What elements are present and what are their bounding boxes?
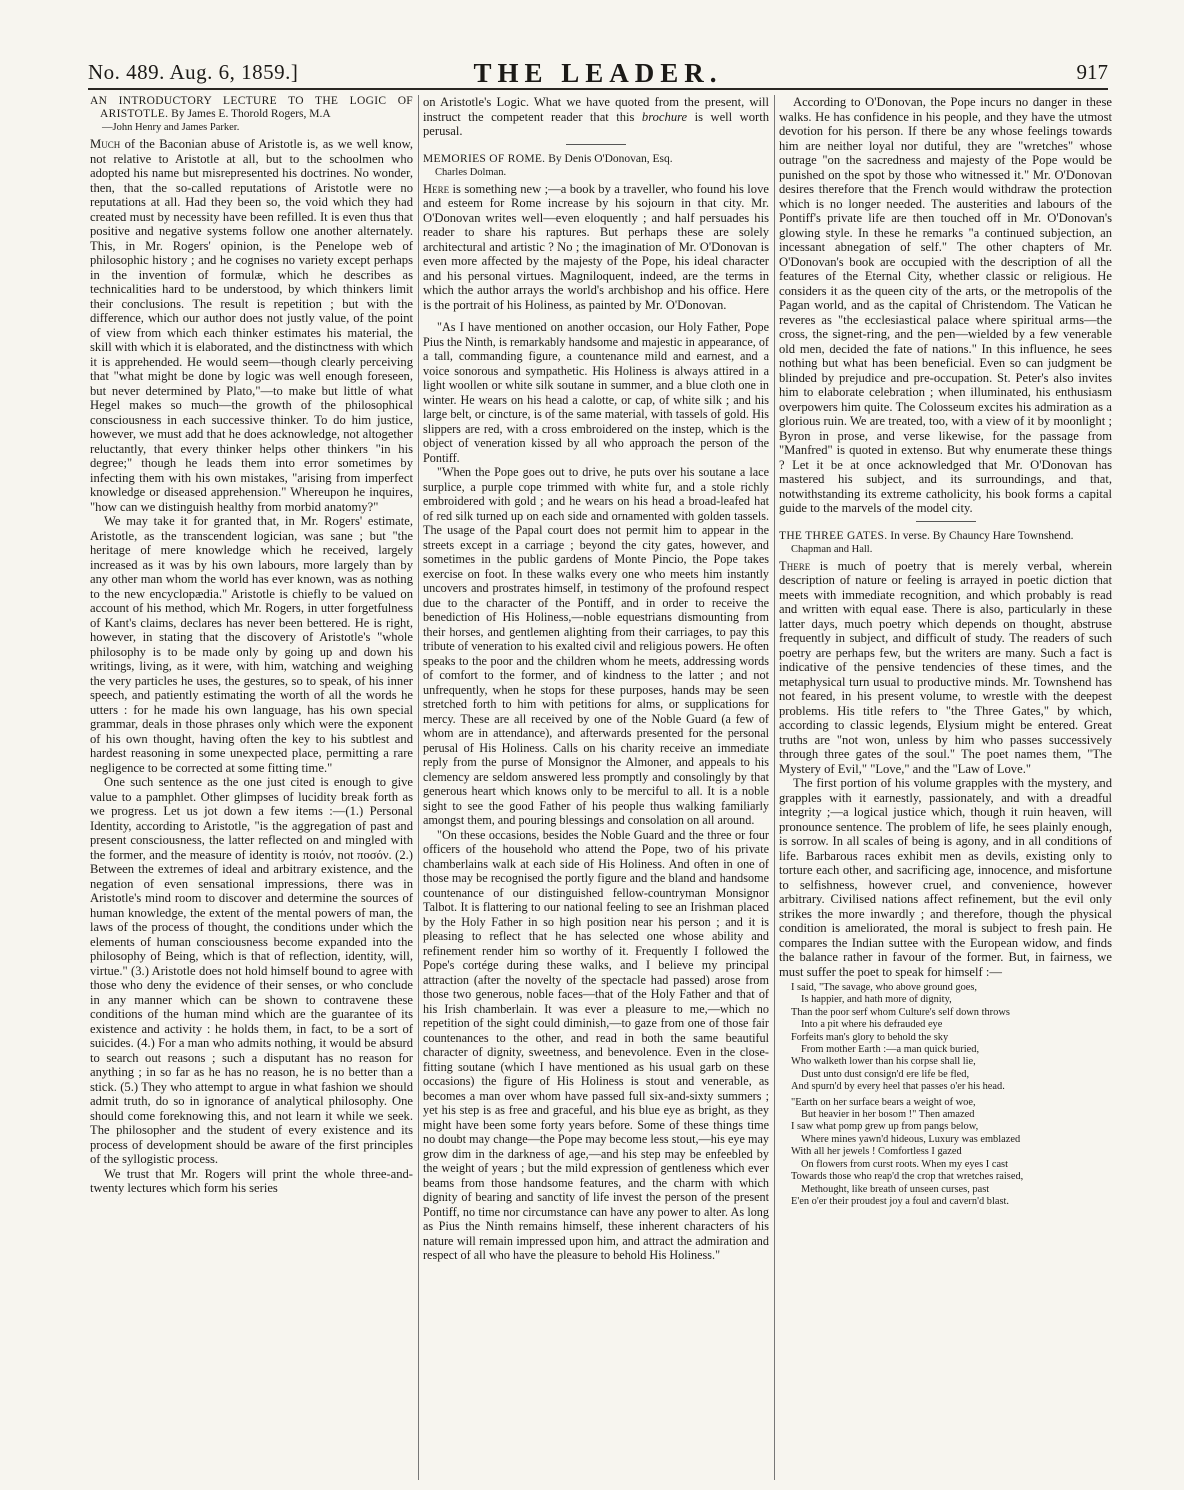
poem-line: Who walketh lower than his corpse shall lie, <box>791 1056 976 1068</box>
review-paragraph: There is much of poetry that is merely verbal, wherein description of nature or feeling is arrayed in poetic diction that meets with immediate recognition, and which probably is read and written with equal ease. There is also, particularly in these latter days, much poetry which depends on thought, abstruse frequently in subject, and difficult of study. The readers of such poetry are perhaps few, but the writers are many. Such a fact is indicative of the pensive tendencies of these times, and the metaphysical turn usual to productive minds. Mr. Townshend has not feared, in his present volume, to wrestle with the deepest problems. His title refers to "the Three Gates," by which, according to classic legends, Elysium might be entered. Great truths are "not won, unless by him who passes successively through three gates of the soul." The poet names them, "The Mystery of Evil," "Love," and the "Law of Love." <box>779 558 1112 776</box>
poem-line: Methought, like breath of unseen curses, past <box>801 1183 990 1195</box>
column-1 <box>90 95 413 1490</box>
page-number: 917 <box>1076 60 1108 84</box>
review-paragraph: Much of the Baconian abuse of Aristotle is, as we well know, not relative to Aristotle at all, but to the schoolmen who adopted his name but misrepresented his doctrines. No wonder, then, that the so-called reputations of Aristotle were no reputations at all. Had they been so, the void which they had created must by necessity have been refilled. It is even thus that positive and negative systems follow one another alternately. This, in Mr. Rogers' opinion, is the Penelope web of philosophic history ; and he cognises no variety except perhaps in the invention of formulæ, which he describes as technicalities hard to be understood, by which thinkers limit their conclusions. The result is repetition ; but with the difference, which our author does not justly value, of the point of view from which each thinker estimates his material, the skill with which it is elaborated, and the distinctness with which it is apprehended. He would seem—though clearly perceiving that "what might be done by logic was well enough foreseen, but never determined by Plato,"—to make but little of what Hegel makes so much—the growth of the philosophical consciousness in each successive thinker. To do him justice, however, we must add that he does acknowledge, not altogether reluctantly, that every thinker helps other thinkers "in his degree;" though he leads them into error sometimes by infecting them with his own mistakes, "arising from imperfect knowledge or diseased apprehension." Whereupon he inquires, "how can we distinguish healthy from morbid anatomy?" <box>90 137 413 514</box>
column-2 <box>423 95 769 1490</box>
poem-stanza-1 <box>779 982 1112 1094</box>
poem-line: Is happier, and hath more of dignity, <box>801 994 952 1006</box>
poem-line: From mother Earth :—a man quick buried, <box>801 1044 980 1056</box>
issue-date: No. 489. Aug. 6, 1859.] <box>88 60 299 84</box>
poem-line: Into a pit where his defrauded eye <box>801 1019 943 1031</box>
review-heading-rome: MEMORIES OF ROME. By Denis O'Donovan, Esq. Charles Dolman. <box>423 152 673 178</box>
poem-line: "Earth on her surface bears a weight of woe, <box>791 1096 976 1108</box>
review-heading-three-gates: THE THREE GATES. In verse. By Chauncy Hare Townshend. Chapman and Hall. <box>779 529 1074 555</box>
review-heading-aristotle: AN INTRODUCTORY LECTURE TO THE LOGIC OF ARISTOTLE. By James E. Thorold Rogers, M.A —John Henry and James Parker. <box>90 95 413 133</box>
column-rule <box>774 95 775 1480</box>
poem-line: Forfeits man's glory to behold the sky <box>791 1031 949 1043</box>
poem-line: But heavier in her bosom !" Then amazed <box>801 1109 975 1121</box>
review-paragraph-continued <box>423 95 769 139</box>
review-paragraph: The first portion of his volume grapples with the mystery, and grapples with it earnestly, passionately, and with a dreadful integrity ;—a logical justice which, though it ruin heaven, will pronounce sentence. The problem of life, he sees plainly enough, is sorrow. In all scales of being is agony, and in all conditions of life. Barbarous races exhibit men as devils, existing only to torture each other, and sacrificing age, innocence, and misfortune to selfishness, however cruel, and convenience, however arbitrary. Civilised nations affect refinement, but the evil only strikes the more inwardly ; and therefore, though the physical condition is ameliorated, the moral is subject to fresh pain. He compares the Indian suttee with the European widow, and finds the balance rather in favour of the former. But, in fairness, we must suffer the poet to speak for himself :— <box>779 776 1112 979</box>
masthead <box>88 58 1108 90</box>
review-paragraph: One such sentence as the one just cited is enough to give value to a pamphlet. Other glimpses of lucidity break forth as we progress. Let us jot down a few items :—(1.) Personal Identity, according to Aristotle, "is the aggregation of past and present consciousness, the latter reflected on and mingled with the former, and the measure of identity is ποιόν, not ποσόν. (2.) Between the extremes of ideal and arbitrary existence, and the negation of even sensational impressions, there was in Aristotle's mind room to discover and determine the sources of human knowledge, the extent of the mental powers of man, the laws of the process of thought, the conditions under which the elements of human consciousness become expanded into the philosophy of Being, which is that of reflection, identity, will, virtue." (3.) Aristotle does not hold himself bound to agree with those who deny the evidence of their senses, or who conclude in any manner which can be shown to contravene these conditions of the human mind which are the guarantee of its existence and activity : he holds them, in fact, to be a sort of suicides. (4.) For a man who admits nothing, it would be absurd to search out reasons ; such a disputant has no reason for anything ; in so far as he has no reason, he is no better than a stick. (5.) They who attempt to argue in what fashion we should admit truth, do so in ignorance of analytical philosophy. One should come foreknowing this, and not learn it while we seek. The philosopher and the student of every existence and its process of development should be aware of the first principles of the syllogistic process. <box>90 775 413 1166</box>
poem-line: Than the poor serf whom Culture's self down throws <box>791 1006 1010 1018</box>
poem-stanza-2 <box>779 1097 1112 1209</box>
poem-line: Where mines yawn'd hideous, Luxury was emblazed <box>801 1133 1021 1145</box>
poem-line: On flowers from curst roots. When my eyes I cast <box>801 1158 1008 1170</box>
column-rule <box>418 95 419 1480</box>
quotation-paragraph: "When the Pope goes out to drive, he puts over his soutane a lace surplice, a purple cope trimmed with white fur, and a stole richly embroidered with gold ; and he wears on his head a broad-leafed hat of red silk turned up on each side and ornamented with golden tassels. The usage of the Papal court does not permit him to appear in the streets except in a carriage ; beyond the city gates, however, and sometimes in the public gardens of Monte Pincio, the Pope takes exercise on foot. In these walks every one who meets him instantly uncovers and prostrates himself, in testimony of the profound respect due to the character of the Pontiff, and in order to receive the benediction of His Holiness,—noble equestrians dismounting from their horses, and gentlemen alighting from their carriages, to pay this tribute of veneration to his exalted civil and religious powers. He often speaks to the poor and the children whom he meets, addressing words of comfort to the former, and of kindness to the latter ; and not unfrequently, when he stops for these purposes, hands may be seen stretched forth to him with petitions for alms, or supplications for mercy. These are all received by one of the Noble Guard (a few of whom are in attendance), and afterwards presented for the personal perusal of His Holiness. Calls on his charity receive an immediate reply from the purse of Monsignor the Almoner, and appeals to his clemency are seldom answered less promptly and consolingly by that generous heart which knows only to be merciful to all. It is a noble sight to see the good Father of his people thus walking familiarly amongst them, and pouring blessings and consolation on all around. <box>423 465 769 827</box>
poem-line: With all her jewels ! Comfortless I gazed <box>791 1146 962 1158</box>
quotation-paragraph: "As I have mentioned on another occasion, our Holy Father, Pope Pius the Ninth, is remarkably handsome and majestic in appearance, of a tall, commanding figure, a countenance mild and earnest, and a voice sonorous and sympathetic. His Holiness is always attired in a light woollen or white silk soutane in summer, and a blue cloth one in winter. He wears on his head a calotte, or cap, of white silk ; and his large belt, or cincture, is of the same material, with tassels of gold. His slippers are red, with a cross embroidered on the instep, which is the object of veneration kissed by all who approach the person of the Pontiff. <box>423 320 769 465</box>
quotation-paragraph: "On these occasions, besides the Noble Guard and the three or four officers of the household who attend the Pope, two of his private chamberlains walk at each side of His Holiness. And often in one of those may be recognised the portly figure and the bland and handsome countenance of our distinguished fellow-countryman Monsignor Talbot. It is flattering to our national feeling to see an Irishman placed by the Holy Father in so high position near his person ; and it is pleasing to reflect that he has selected one whose ability and refinement render him so worthy of it. Frequently I followed the Pope's cortége during these walks, and I believe my principal attraction (after the novelty of the spectacle had passed) arose from those two generous, noble faces—that of the Holy Father and that of his Irish chamberlain. It was ever a pleasure to me,—which no repetition of the sight could diminish,—to gaze from one of those fair countenances to the other, and read in both the same beautiful character of dignity, sweetness, and benevolence. Even in the close-fitting soutane (which I have mentioned as his usual garb on these occasions) the figure of His Holiness is stout and venerable, as becomes a man over whom have passed full six-and-sixty summers ; yet his step is as free and graceful, and his blue eye as bright, as they might have been some forty years before. Some of these things time no doubt may change—the Pope may become less stout,—his eye may grow dim in the darkness of age,—and his step may be enfeebled by the weight of years ; but the mild expression of gentleness which ever beams from those handsome features, and the charm with which dignity of bearing and sanctity of life invest the person of the present Pontiff, no time nor circumstance can have any power to alter. As long as Pius the Ninth remains himself, these inherent characters of his nature will remain impressed upon him, and attract the admiration and respect of all who have the pleasure to behold His Holiness." <box>423 827 769 1262</box>
poem-line: Towards those who reap'd the crop that wretches raised, <box>791 1171 1024 1183</box>
poem-line: I said, "The savage, who above ground goes, <box>791 982 978 993</box>
publication-title: THE LEADER. <box>473 58 723 88</box>
column-3 <box>779 95 1112 1490</box>
section-divider <box>566 144 626 145</box>
aristotle-continued-placeholder: on Aristotle's Logic. What we have quoted from the present, will instruct the competent reader that this brochure is well worth perusal. <box>423 95 769 138</box>
poem-line: And spurn'd by every heel that passes o'er his head. <box>791 1081 1005 1093</box>
poem-line: E'en o'er their proudest joy a foul and cavern'd blast. <box>791 1195 1009 1207</box>
review-paragraph: According to O'Donovan, the Pope incurs no danger in these walks. He has confidence in his people, and they have the utmost devotion for his person. If there be any whose feelings towards him are neither loyal nor dutiful, they are "wretches" whose outrage "on the sacredness and majesty of the Pope would be punished on the spot by those who witnessed it." Mr. O'Donovan desires therefore that the French would withdraw the protection which is no longer needed. The austerities and labours of the Pontiff's private life are then touched off in Mr. O'Donovan's glowing style. In these he remarks "a continued subjection, an incessant abnegation of self." The other chapters of Mr. O'Donovan's book are occupied with the description of all the features of the Eternal City, whether classic or religious. He considers it as the queen city of the arts, or the metropolis of the Pagan world, and as the capital of Christendom. The Vatican he reveres as "the ecclesiastical palace where spiritual arms—the cross, the signet-ring, and the pen—wielded by a few venerable old men, decided the fate of nations." In this influence, he sees nothing but what has been beneficial. Even so can judgment be blinded by prejudice and pre-occupation. St. Peter's also invites him to elaborate celebration ; when illuminated, his enthusiasm overpowers him quite. The Colosseum excites his admiration as a glorious ruin. We are treated, too, with a view of it by moonlight ; Byron in prose, and verse likewise, for the passage from "Manfred" is quoted in extenso. But why enumerate these things ? Let it be at once acknowledged that Mr. O'Donovan has mastered his subject, and its surroundings, and that, notwithstanding its extreme catholicity, his book forms a capital guide to the marvels of the model city. <box>779 95 1112 515</box>
poem-line: Dust unto dust consign'd ere life be fled, <box>801 1068 970 1080</box>
review-paragraph: We may take it for granted that, in Mr. Rogers' estimate, Aristotle, as the transcendent logician, was sane ; but "the heritage of mere knowledge which he received, largely increased as it was by his own labours, more largely than by any other man whom the world has ever known, was as nothing to the new encyclopædia." Aristotle is chiefly to be valued on account of his method, which Mr. Rogers, in utter forgetfulness of Kant's claims, declares has never been bettered. He is right, however, in stating that the discovery of Aristotle's "whole philosophy is to be made only by going up and down his writings, living, as it were, with him, watching and weighing the very particles he uses, the gestures, so to speak, of his inner speech, and patiently estimating the worth of all the words he utters : for he made his own language, has his own special grammar, deals in those phrases only which were the exponent of his own thought, having often the key to his subtlest and hardest reasoning in some unexpected place, permitting a rare negligence to be corrected at some fitting time." <box>90 514 413 775</box>
review-paragraph: We trust that Mr. Rogers will print the whole three-and-twenty lectures which form his series <box>90 1166 413 1195</box>
poem-line: I saw what pomp grew up from pangs below, <box>791 1121 979 1133</box>
review-paragraph: Here is something new ;—a book by a traveller, who found his love and esteem for Rome increase by his sojourn in that city. Mr. O'Donovan writes well—even eloquently ; and half persuades his reader to share his raptures. But perhaps these are solely architectural and artistic ? No ; the imagination of Mr. O'Donovan is even more affected by the majesty of the Pope, his ideal character and his personal virtues. Magniloquent, indeed, are the terms in which the author arrays the world's archbishop and his office. Here is the portrait of his Holiness, as painted by Mr. O'Donovan. <box>423 181 769 312</box>
section-divider <box>916 521 976 522</box>
